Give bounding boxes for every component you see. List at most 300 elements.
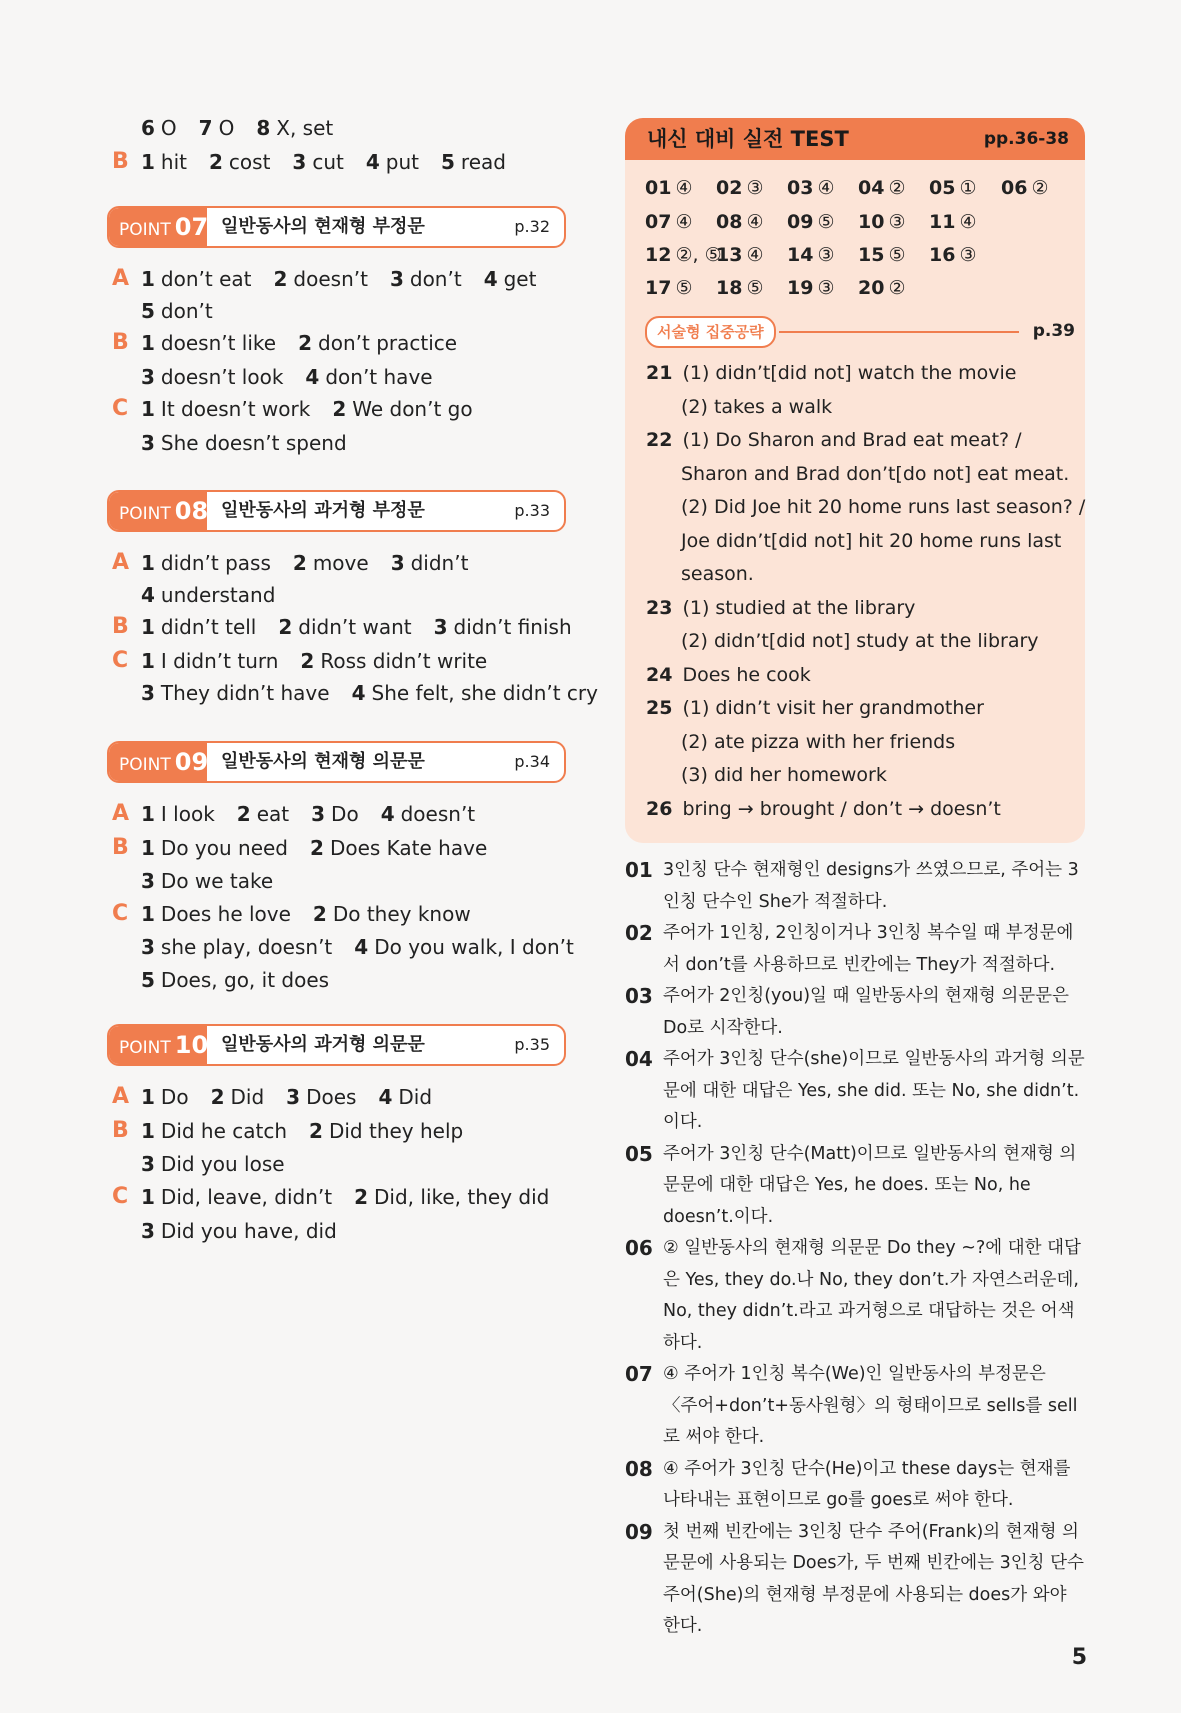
answer-item: [305, 365, 432, 389]
answer-item: [141, 150, 187, 174]
question-number: 25: [646, 697, 673, 719]
answer-number: 2: [210, 1085, 225, 1109]
explanation-text: 주어가 2인칭(you)일 때 일반동사의 현재형 의문문은 Do로 시작한다.: [663, 986, 1069, 1038]
subjective-answer-line: [681, 726, 955, 760]
question-number: 07: [625, 1362, 653, 1386]
answer-number: 1: [141, 902, 155, 926]
test-answer-cell: [858, 274, 906, 302]
test-answer-cell: [929, 241, 977, 269]
answer-text: didn’t: [410, 551, 469, 575]
subjective-answer-line: [646, 692, 984, 726]
section-letter: B: [112, 149, 129, 174]
answer-item: [141, 551, 271, 575]
answer-number: 3: [433, 615, 448, 639]
answer-text: don’t practice: [318, 331, 458, 355]
answer-number: 2: [278, 615, 293, 639]
explanation-item: [625, 1359, 1085, 1454]
answer-text: eat: [256, 802, 290, 826]
answer-text: Do: [160, 1085, 189, 1109]
answer-number: 3: [292, 150, 307, 174]
subjective-answer-line: [646, 424, 1022, 458]
question-answer: ②: [888, 277, 906, 299]
answer-item: [391, 551, 469, 575]
subjective-answer-line: [646, 793, 1001, 827]
answer-line: [141, 148, 528, 176]
answer-number: 2: [292, 551, 307, 575]
answer-line: [141, 966, 351, 994]
answer-line: [141, 363, 455, 391]
answer-text: Did, like, they did: [374, 1185, 550, 1209]
answer-item: [256, 116, 333, 140]
subjective-answer-text: (2) didn’t[did not] study at the library: [681, 630, 1039, 652]
answer-item: [141, 615, 256, 639]
question-answer: ⑤: [817, 211, 835, 233]
answer-item: [390, 267, 462, 291]
answer-text: don’t have: [325, 365, 433, 389]
point-header: [107, 741, 566, 783]
question-number: 05: [625, 1141, 653, 1166]
answer-item: [141, 267, 252, 291]
subjective-answer-line: [681, 458, 1069, 492]
subjective-answer-line: [681, 625, 1039, 659]
answer-text: Does, go, it does: [160, 968, 330, 992]
answer-number: 1: [141, 802, 155, 826]
answer-item: [141, 902, 291, 926]
answer-number: 3: [286, 1085, 301, 1109]
answer-item: [313, 902, 471, 926]
point-header: [107, 1024, 566, 1066]
test-answer-cell: [787, 174, 835, 202]
subjective-answer-text: season.: [681, 563, 754, 585]
explanation-item: [625, 1139, 1085, 1234]
answer-number: 2: [236, 802, 251, 826]
subjective-answer-line: [646, 357, 1016, 391]
explanation-text: 주어가 3인칭 단수(Matt)이므로 일반동사의 현재형 의문문에 대한 대답은 Yes, he does. 또는 No, he doesn’t.이다.: [663, 1143, 1077, 1227]
answer-line: [141, 613, 594, 641]
answer-text: hit: [160, 150, 187, 174]
answer-number: 2: [310, 836, 324, 860]
point-label: POINT: [119, 220, 171, 240]
answer-number: 1: [141, 615, 155, 639]
answer-text: didn’t finish: [453, 615, 572, 639]
answer-text: didn’t pass: [160, 551, 271, 575]
question-answer: ①: [959, 177, 977, 199]
subjective-answer-text: (1) studied at the library: [682, 596, 916, 619]
test-title: 내신 대비 실전 TEST: [647, 127, 849, 151]
subjective-answer-text: bring → brought / don’t → doesn’t: [682, 797, 1001, 820]
answer-number: 3: [141, 681, 155, 705]
subjective-label: 서술형 집중공략: [645, 316, 776, 348]
question-number: 08: [625, 1456, 653, 1481]
answer-item: [141, 299, 213, 323]
question-number: 24: [646, 663, 673, 686]
question-answer: ③: [959, 244, 977, 266]
answer-text: I look: [160, 802, 215, 826]
answer-line: [141, 329, 479, 357]
answer-item: [298, 331, 457, 355]
answer-item: [286, 1085, 356, 1109]
answer-line: [141, 549, 490, 577]
answer-text: Do we take: [160, 869, 274, 893]
answer-text: X, set: [276, 116, 334, 140]
answer-text: O: [218, 116, 235, 140]
point-title: 일반동사의 과거형 부정문: [221, 500, 425, 521]
point-label: POINT: [119, 1038, 171, 1058]
answer-line: [141, 297, 235, 325]
point-tag: [109, 208, 207, 246]
explanation-text: 첫 번째 빈칸에는 3인칭 단수 주어(Frank)의 현재형 의문문에 사용되는 Does가, 두 번째 빈칸에는 3인칭 단수 주어(She)의 현재형 부정문에 사용되는 does가 와야 한다.: [663, 1521, 1084, 1636]
question-number: 09: [625, 1519, 653, 1544]
answer-item: [366, 150, 419, 174]
question-number: 02: [625, 921, 653, 945]
answer-text: It doesn’t work: [160, 397, 311, 421]
answer-item: [300, 649, 487, 673]
answer-number: 8: [256, 116, 271, 140]
question-answer: ⑤: [675, 277, 693, 299]
answer-text: don’t: [160, 299, 213, 323]
subjective-answer-line: [646, 659, 811, 693]
question-answer: ②: [888, 177, 906, 199]
answer-line: [141, 114, 355, 142]
answer-item: [141, 397, 310, 421]
answer-text: move: [312, 551, 369, 575]
question-number: 22: [646, 429, 673, 451]
test-answer-cell: [787, 208, 835, 236]
answer-item: [378, 1085, 432, 1109]
question-number: 23: [646, 596, 673, 619]
question-number: 04: [858, 177, 885, 199]
answer-text: We don’t go: [352, 397, 473, 421]
subjective-header: [645, 316, 1075, 346]
point-number: 09: [174, 748, 209, 776]
answer-item: [141, 583, 275, 607]
answer-text: They didn’t have: [160, 681, 330, 705]
answer-item: [141, 1119, 287, 1143]
answer-number: 5: [441, 150, 455, 174]
point-number: 10: [174, 1031, 209, 1059]
answer-text: Did they help: [328, 1119, 464, 1143]
answer-item: [274, 267, 368, 291]
answer-line: [141, 1217, 359, 1245]
answer-item: [332, 397, 472, 421]
answer-number: 4: [380, 802, 395, 826]
answer-item: [434, 615, 572, 639]
explanation-item: [625, 1454, 1085, 1517]
answer-text: Did he catch: [160, 1119, 288, 1143]
answer-item: [141, 968, 329, 992]
subjective-answer-line: [646, 592, 915, 626]
section-letter: C: [112, 648, 129, 673]
answer-item: [199, 116, 235, 140]
answer-number: 3: [141, 869, 155, 893]
answer-text: doesn’t: [400, 802, 476, 826]
question-number: 08: [716, 211, 743, 233]
answer-item: [484, 267, 537, 291]
test-pages: pp.36-38: [983, 129, 1069, 149]
point-number: 08: [174, 497, 209, 525]
answer-item: [141, 649, 278, 673]
answer-text: don’t eat: [160, 267, 252, 291]
answer-item: [381, 802, 475, 826]
test-answer-cell: [716, 208, 764, 236]
test-answer-cell: [787, 274, 835, 302]
answer-item: [311, 802, 359, 826]
answer-item: [209, 150, 270, 174]
question-number: 15: [858, 244, 885, 266]
answer-number: 4: [351, 681, 366, 705]
test-answer-cell: [787, 241, 835, 269]
subjective-answer-text: (3) did her homework: [681, 764, 887, 786]
answer-number: 1: [141, 150, 155, 174]
explanation-text: ② 일반동사의 현재형 의문문 Do they ~?에 대한 대답은 Yes, they do.나 No, they don’t.가 자연스러운데, No, they didn’t.라고 과거형으로 대답하는 것은 어색하다.: [663, 1238, 1081, 1353]
question-number: 04: [625, 1047, 653, 1071]
answer-number: 2: [354, 1185, 369, 1209]
question-number: 06: [625, 1236, 653, 1260]
answer-item: [141, 365, 283, 389]
subjective-answer-text: (1) Do Sharon and Brad eat meat? /: [682, 429, 1022, 451]
answer-number: 4: [305, 365, 320, 389]
test-answer-cell: [858, 208, 906, 236]
question-answer: ③: [817, 244, 835, 266]
point-title: 일반동사의 과거형 의문문: [221, 1034, 425, 1055]
answer-line: [141, 1150, 307, 1178]
answer-text: cut: [312, 150, 344, 174]
section-letter: A: [112, 1084, 130, 1109]
question-number: 06: [1001, 177, 1028, 199]
answer-number: 5: [141, 299, 155, 323]
subjective-answer-line: [681, 759, 887, 793]
answer-text: don’t: [409, 267, 462, 291]
answer-item: [352, 681, 598, 705]
point-number: 07: [174, 213, 209, 241]
subjective-answer-text: (1) didn’t[did not] watch the movie: [682, 362, 1017, 384]
answer-text: cost: [228, 150, 271, 174]
section-letter: B: [112, 330, 129, 355]
test-answer-cell: [929, 208, 977, 236]
answer-number: 4: [365, 150, 380, 174]
explanation-text: 주어가 3인칭 단수(she)이므로 일반동사의 과거형 의문문에 대한 대답은 Yes, she did. 또는 No, she didn’t.이다.: [663, 1049, 1085, 1132]
answer-text: she play, doesn’t: [160, 935, 333, 959]
question-answer: ③: [746, 177, 764, 199]
answer-line: [141, 1083, 454, 1111]
point-label: POINT: [119, 755, 171, 775]
subjective-page: p.39: [1032, 321, 1075, 341]
subjective-answer-line: [681, 391, 832, 425]
point-page: p.32: [514, 217, 550, 236]
question-answer: ④: [675, 211, 693, 233]
answer-text: I didn’t turn: [160, 649, 279, 673]
answer-number: 3: [389, 267, 404, 291]
test-answer-cell: [716, 241, 764, 269]
answer-item: [354, 935, 574, 959]
explanation-item: [625, 918, 1085, 981]
test-answer-cell: [645, 208, 693, 236]
question-number: 05: [929, 177, 956, 199]
question-answer: ⑤: [888, 244, 906, 266]
question-answer: ④: [959, 211, 977, 233]
section-letter: A: [112, 550, 130, 575]
answer-line: [141, 834, 509, 862]
answer-text: Did you lose: [160, 1152, 285, 1176]
answer-line: [141, 429, 369, 457]
answer-line: [141, 581, 297, 609]
answer-item: [293, 551, 369, 575]
subjective-answer-text: Joe didn’t[did not] hit 20 home runs last: [681, 529, 1062, 552]
answer-item: [309, 1119, 463, 1143]
answer-item: [237, 802, 289, 826]
answer-text: She doesn’t spend: [160, 431, 347, 455]
question-answer: ④: [746, 211, 764, 233]
answer-text: She felt, she didn’t cry: [371, 681, 598, 705]
answer-item: [292, 150, 343, 174]
question-number: 03: [787, 177, 814, 199]
subjective-answer-line: [681, 491, 1085, 525]
answer-line: [141, 265, 558, 293]
answer-line: [141, 800, 497, 828]
answer-line: [141, 1183, 571, 1211]
question-answer: ④: [675, 177, 693, 199]
answer-item: [141, 802, 215, 826]
answer-item: [141, 1219, 337, 1243]
answer-item: [141, 1152, 285, 1176]
answer-line: [141, 679, 620, 707]
test-answer-cell: [645, 241, 722, 269]
answer-number: 3: [141, 431, 155, 455]
question-number: 07: [645, 211, 672, 233]
explanation-text: ④ 주어가 3인칭 단수(He)이고 these days는 현재를 나타내는 표현이므로 go를 goes로 써야 한다.: [663, 1458, 1071, 1510]
subjective-answer-text: (2) takes a walk: [681, 395, 833, 418]
answer-text: get: [503, 267, 537, 291]
page-number: 5: [1071, 1645, 1087, 1670]
answer-text: Did: [398, 1085, 433, 1109]
answer-number: 2: [298, 331, 313, 355]
test-answer-cell: [716, 274, 764, 302]
answer-text: Does he love: [160, 902, 291, 926]
answer-item: [141, 935, 332, 959]
answer-text: Does: [306, 1085, 357, 1109]
subjective-answer-line: [681, 558, 754, 592]
question-number: 16: [929, 244, 956, 266]
answer-item: [141, 836, 288, 860]
answer-number: 1: [141, 267, 155, 291]
answer-number: 3: [311, 802, 326, 826]
question-number: 13: [716, 244, 743, 266]
explanation-item: [625, 1233, 1085, 1359]
point-page: p.35: [514, 1035, 550, 1054]
answer-number: 3: [141, 1219, 155, 1243]
explanation-item: [625, 1517, 1085, 1643]
point-tag: [109, 1026, 207, 1064]
subjective-answer-text: Sharon and Brad don’t[do not] eat meat.: [681, 462, 1070, 485]
section-letter: B: [112, 614, 129, 639]
answer-text: doesn’t like: [160, 331, 277, 355]
answer-text: doesn’t look: [160, 365, 284, 389]
answer-number: 3: [390, 551, 405, 575]
answer-number: 4: [378, 1085, 393, 1109]
question-number: 14: [787, 244, 814, 266]
point-title: 일반동사의 현재형 부정문: [221, 216, 425, 237]
answer-item: [141, 869, 273, 893]
answer-number: 2: [209, 150, 223, 174]
question-number: 09: [787, 211, 814, 233]
test-answer-cell: [929, 174, 977, 202]
point-page: p.33: [514, 501, 550, 520]
explanation-text: 3인칭 단수 현재형인 designs가 쓰였으므로, 주어는 3인칭 단수인 She가 적절하다.: [663, 860, 1079, 912]
answer-line: [141, 395, 495, 423]
section-letter: C: [112, 396, 129, 421]
answer-number: 4: [141, 583, 155, 607]
test-panel-header: [625, 118, 1085, 160]
answer-item: [141, 331, 276, 355]
answer-number: 1: [141, 551, 155, 575]
answer-text: Did, leave, didn’t: [160, 1185, 333, 1209]
answer-number: 2: [300, 649, 315, 673]
answer-number: 3: [141, 1152, 155, 1176]
answer-text: Do you walk, I don’t: [374, 935, 574, 959]
answer-line: [141, 900, 493, 928]
answer-number: 7: [198, 116, 213, 140]
answer-item: [441, 150, 506, 174]
point-label: POINT: [119, 504, 171, 524]
answer-text: O: [160, 116, 177, 140]
answer-text: understand: [160, 583, 276, 607]
question-number: 10: [858, 211, 885, 233]
answer-text: put: [385, 150, 419, 174]
explanation-text: 주어가 1인칭, 2인칭이거나 3인칭 복수일 때 부정문에서 don’t를 사용하므로 빈칸에는 They가 적절하다.: [663, 923, 1074, 975]
explanations: [625, 855, 1085, 1643]
test-answer-cell: [1001, 174, 1049, 202]
answer-number: 4: [483, 267, 498, 291]
test-answer-cell: [858, 174, 906, 202]
answer-number: 1: [141, 1119, 155, 1143]
answer-text: Did you have, did: [160, 1219, 337, 1243]
section-letter: C: [112, 901, 129, 926]
answer-item: [310, 836, 487, 860]
explanation-item: [625, 1044, 1085, 1139]
subjective-answer-text: (2) Did Joe hit 20 home runs last season? /: [681, 496, 1086, 518]
question-number: 18: [716, 277, 743, 299]
answer-number: 1: [141, 1185, 155, 1209]
answer-number: 5: [141, 968, 155, 992]
question-answer: ⑤: [746, 277, 764, 299]
question-answer: ③: [888, 211, 906, 233]
question-number: 12: [645, 244, 672, 266]
answer-number: 1: [141, 331, 155, 355]
question-number: 17: [645, 277, 672, 299]
point-tag: [109, 492, 207, 530]
answer-item: [141, 1185, 332, 1209]
section-letter: A: [112, 266, 130, 291]
question-number: 02: [716, 177, 743, 199]
section-letter: C: [112, 1184, 129, 1209]
answer-text: didn’t want: [298, 615, 412, 639]
answer-line: [141, 933, 596, 961]
section-letter: B: [112, 1118, 129, 1143]
explanation-item: [625, 855, 1085, 918]
subjective-rule: [779, 331, 1019, 333]
answer-text: Does Kate have: [329, 836, 488, 860]
answer-number: 6: [141, 116, 155, 140]
answer-text: Do they know: [332, 902, 471, 926]
question-answer: ④: [817, 177, 835, 199]
test-answer-cell: [716, 174, 764, 202]
subjective-answer-text: (1) didn’t visit her grandmother: [682, 697, 984, 719]
answer-line: [141, 1117, 485, 1145]
answer-number: 1: [141, 1085, 155, 1109]
answer-number: 2: [273, 267, 288, 291]
subjective-answer-text: (2) ate pizza with her friends: [681, 730, 956, 753]
question-answer: ②, ⑤: [675, 244, 722, 266]
